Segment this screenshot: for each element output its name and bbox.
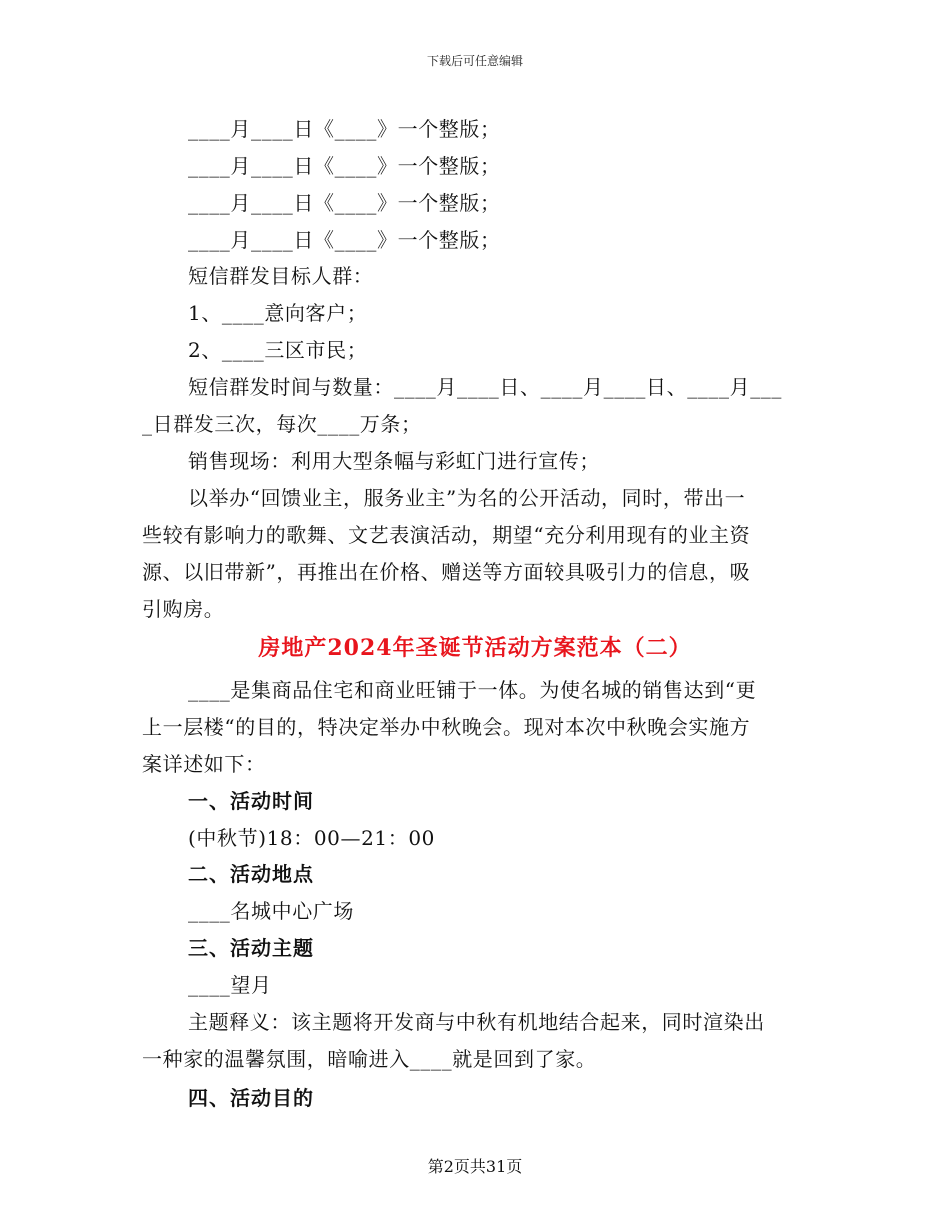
text-line: 销售现场：利用大型条幅与彩虹门进行宣传； [188,449,600,473]
text-line: (中秋节)18：00—21：00 [188,826,436,850]
text-line: 主题释义：该主题将开发商与中秋有机地结合起来，同时渲染出 [188,1010,765,1034]
text-line: 以举办“回馈业主，服务业主”为名的公开活动，同时，带出一 [188,486,746,510]
text-line: _日群发三次，每次____万条； [142,412,422,436]
text-line: 一种家的温馨氛围，暗喻进入____就是回到了家。 [142,1047,597,1071]
text-line: ____月____日《____》一个整版； [188,154,501,178]
text-line: 引购房。 [142,597,225,621]
page-footer: 第2页共31页 [427,1157,523,1176]
section-title: 房地产2024年圣诞节活动方案范本（二） [258,635,692,661]
text-line: 短信群发时间与数量：____月____日、____月____日、____月___ [188,375,782,399]
text-line: ____月____日《____》一个整版； [188,117,501,141]
text-line: 案详述如下： [142,752,266,776]
text-line: 短信群发目标人群： [188,264,374,288]
text-line: ____月____日《____》一个整版； [188,228,501,252]
text-line: 些较有影响力的歌舞、文艺表演活动，期望“充分利用现有的业主资 [142,523,751,547]
text-line: 1、____意向客户； [188,301,368,325]
text-line: ____名城中心广场 [188,899,354,923]
text-line: ____是集商品住宅和商业旺铺于一体。为使名城的销售达到“更 [188,678,757,702]
subheading: 一、活动时间 [188,789,314,813]
subheading: 二、活动地点 [188,862,314,886]
text-line: 上一层楼“的目的，特决定举办中秋晚会。现对本次中秋晚会实施方 [142,715,751,739]
subheading: 四、活动目的 [188,1086,314,1110]
text-line: ____望月 [188,973,272,997]
subheading: 三、活动主题 [188,936,314,960]
page-header: 下载后可任意编辑 [426,54,523,68]
text-line: ____月____日《____》一个整版； [188,191,501,215]
text-line: 2、____三区市民； [188,338,368,362]
text-line: 源、以旧带新”，再推出在价格、赠送等方面较具吸引力的信息，吸 [142,560,751,584]
